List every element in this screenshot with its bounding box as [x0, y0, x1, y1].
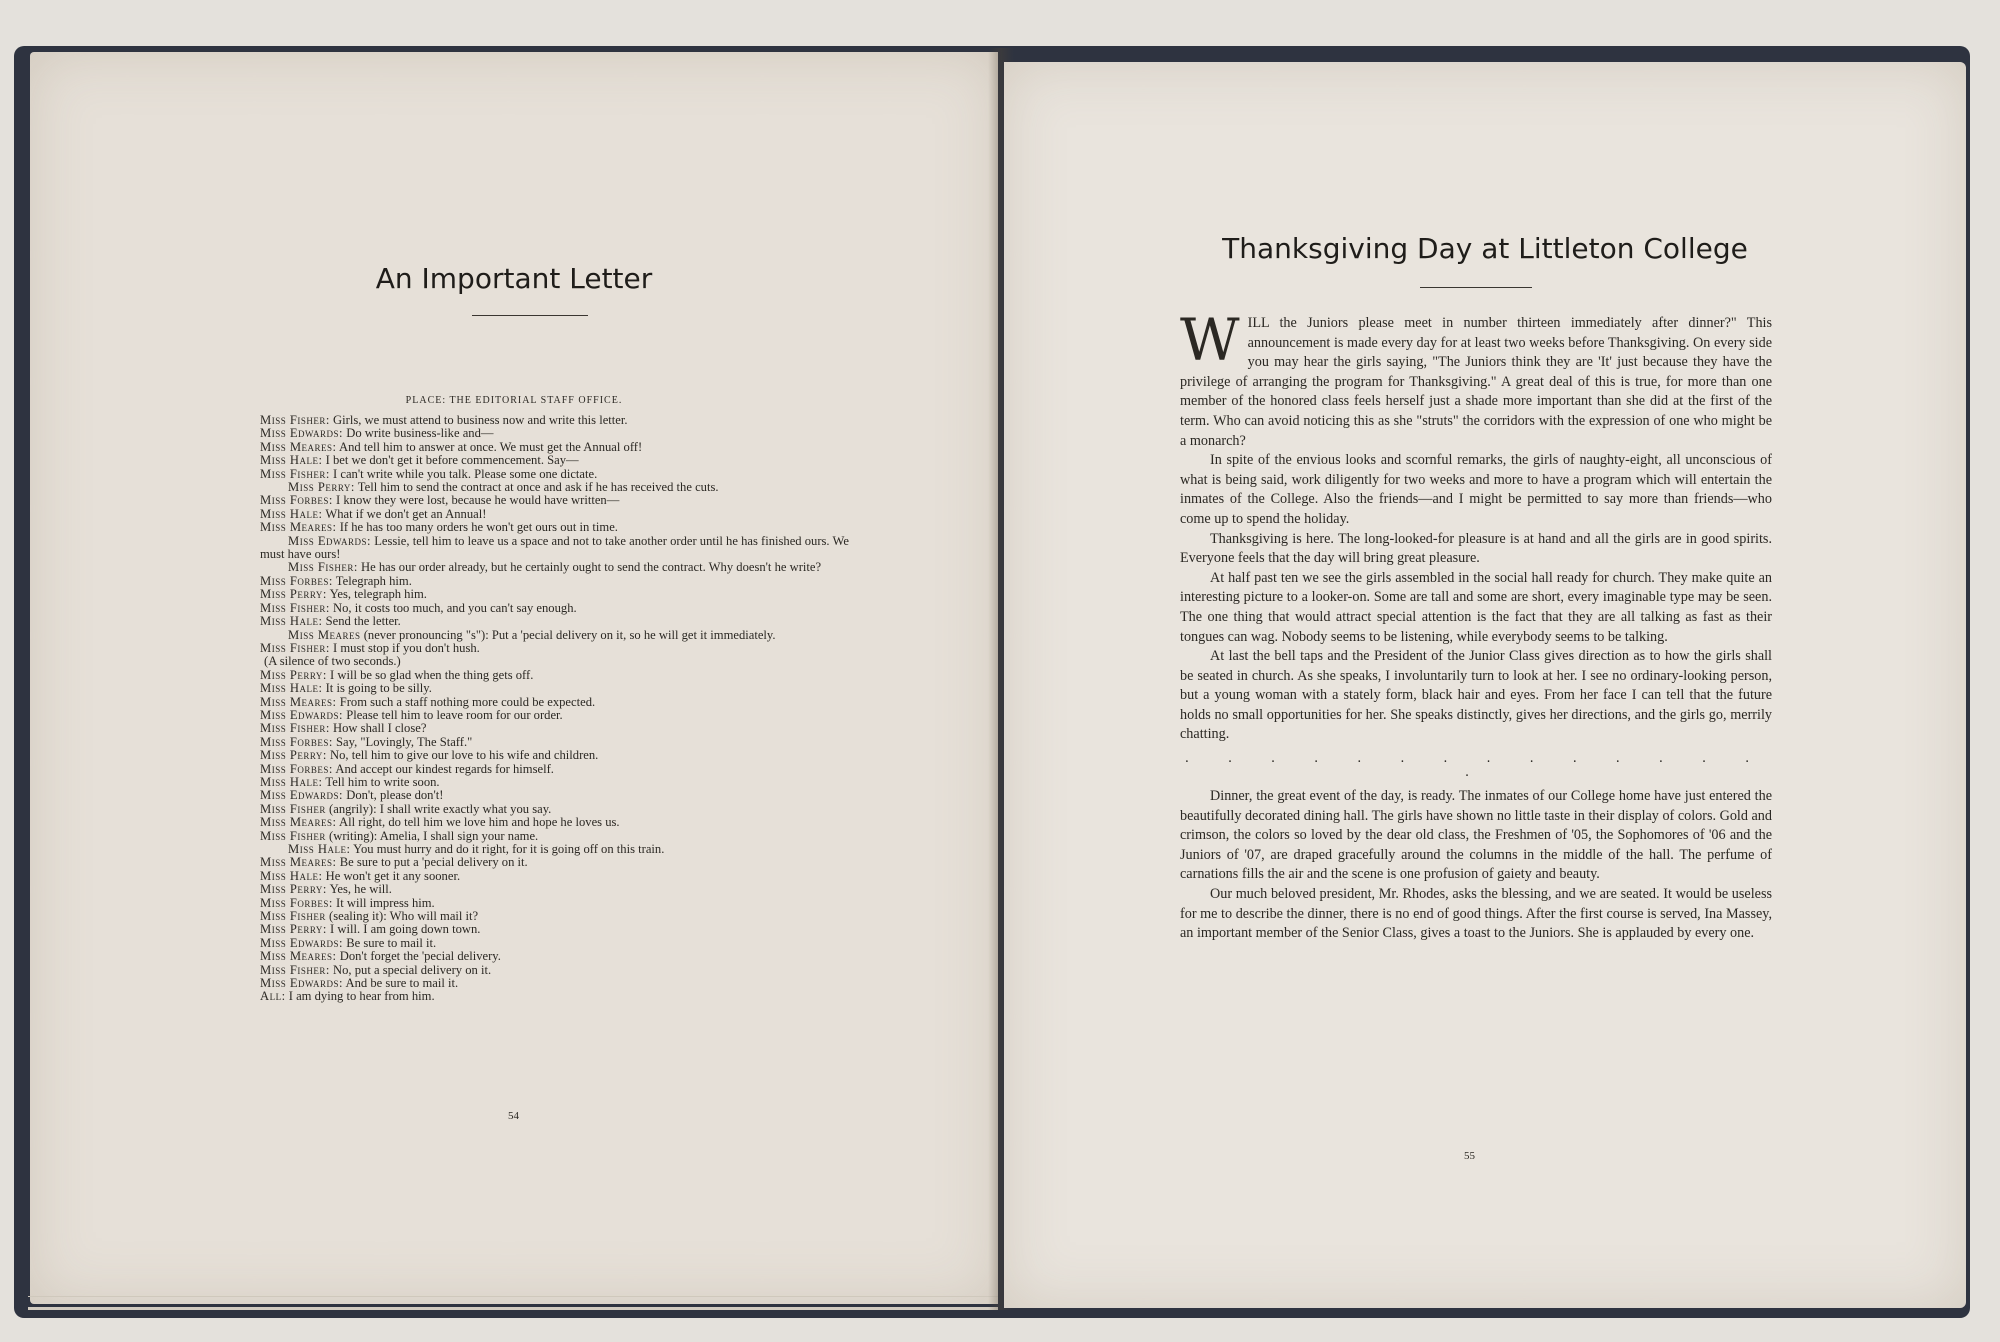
paragraph: Our much beloved president, Mr. Rhodes, asks the blessing, and we are seated. It would be useless for me to describe the dinner, there is no end of good things. After the first course is served, Ina Massey, an important member of the Senior Class, gives a toast to the Juniors. She is applauded by every one.	[1180, 886, 1772, 942]
dialogue-line	[260, 870, 862, 883]
speaker: Miss Hale:	[260, 774, 323, 789]
line-text: (A silence of two seconds.)	[264, 654, 401, 669]
speaker: Miss Edwards:	[260, 976, 344, 991]
dialogue-line	[260, 521, 862, 534]
paragraph: In spite of the envious looks and scornful remarks, the girls of naughty-eight, all unconscious of what is being said, work diligently for two weeks and more to have a program which will entertain the inmates of the College. Also the friends—and I might be permitted to say more than friends—who come up to spend the holiday.	[1180, 452, 1772, 527]
line-text: Tell him to send the contract at once and ask if he has received the cuts.	[357, 480, 719, 495]
speaker: Miss Perry:	[260, 922, 327, 937]
dialogue-line	[260, 923, 862, 936]
speaker: Miss Hale:	[260, 868, 323, 883]
line-text: If he has too many orders he won't get ours out in time.	[339, 520, 618, 535]
speaker: Miss Fisher	[260, 828, 326, 843]
speaker: Miss Meares:	[260, 949, 337, 964]
dialogue-line	[260, 910, 862, 923]
dialogue-line	[260, 508, 862, 521]
line-text: It is going to be silly.	[325, 681, 432, 696]
dialogue-line	[260, 535, 862, 562]
dialogue-line	[260, 602, 862, 615]
speaker: Miss Hale:	[260, 453, 323, 468]
dialogue-line	[260, 615, 862, 628]
dialogue-line	[260, 642, 862, 655]
speaker: Miss Perry:	[288, 480, 355, 495]
line-text: How shall I close?	[333, 721, 427, 736]
dialogue-line	[260, 749, 862, 762]
drop-cap: W	[1180, 306, 1240, 374]
dialogue-line	[260, 629, 862, 642]
line-text: Don't, please don't!	[346, 788, 444, 803]
line-text: Be sure to mail it.	[346, 935, 437, 950]
dialogue-line	[260, 414, 862, 427]
speaker: Miss Meares:	[260, 520, 337, 535]
dialogue	[260, 414, 862, 1004]
dialogue-line	[260, 816, 862, 829]
line-text: Tell him to write soon.	[325, 774, 440, 789]
page-title: Thanksgiving Day at Littleton College	[1222, 232, 1748, 265]
line-text: Do write business-like and—	[346, 426, 494, 441]
dialogue-line	[260, 481, 862, 494]
speaker: Miss Fisher:	[260, 413, 330, 427]
dialogue-line	[260, 441, 862, 454]
line-text: It will impress him.	[336, 895, 435, 910]
dialogue-line	[260, 575, 862, 588]
dialogue-line	[260, 669, 862, 682]
page-number: 55	[1464, 1150, 1475, 1162]
speaker: Miss Fisher:	[260, 466, 330, 481]
dialogue-line	[260, 655, 862, 668]
line-text: (sealing it): Who will mail it?	[329, 909, 479, 924]
line-text: Yes, he will.	[329, 882, 392, 897]
dialogue-line	[260, 776, 862, 789]
dialogue-line	[260, 897, 862, 910]
dialogue-line	[260, 937, 862, 950]
speaker: Miss Fisher:	[260, 721, 330, 736]
line-text: You must hurry and do it right, for it is going off on this train.	[353, 842, 665, 856]
line-text: Please tell him to leave room for our order.	[346, 707, 563, 722]
speaker: All:	[260, 989, 286, 1004]
article-body	[1180, 306, 1772, 944]
speaker: Miss Edwards:	[260, 935, 344, 950]
dialogue-line	[260, 856, 862, 869]
line-text: I bet we don't get it before commencement. Say—	[325, 453, 579, 468]
dialogue-line	[260, 696, 862, 709]
speaker: Miss Meares:	[260, 855, 337, 870]
line-text: No, put a special delivery on it.	[333, 962, 492, 977]
title-rule	[1420, 287, 1532, 288]
speaker: Miss Forbes:	[260, 895, 333, 910]
speaker: Miss Fisher:	[260, 640, 330, 655]
speaker: Miss Forbes:	[260, 734, 333, 749]
speaker: Miss Meares:	[260, 815, 337, 830]
line-text: I will be so glad when the thing gets off.	[330, 667, 534, 682]
speaker: Miss Fisher	[260, 801, 326, 816]
speaker: Miss Forbes:	[260, 573, 333, 588]
speaker: Miss Fisher:	[260, 962, 330, 977]
title-rule	[472, 315, 588, 316]
page-number: 54	[508, 1110, 519, 1122]
section-break: . . . . . . . . . . . . . . .	[1185, 750, 1767, 781]
line-text: Don't forget the 'pecial delivery.	[339, 949, 501, 964]
line-text: Lessie, tell him to leave us a space and not to take another order until he has finished ours. We must have ours!	[260, 533, 849, 562]
line-text: Girls, we must attend to business now and write this letter.	[333, 413, 628, 427]
paragraph: Thanksgiving is here. The long-looked-for pleasure is at hand and all the girls are in good spirits. Everyone feels that the day will bring great pleasure.	[1180, 530, 1772, 567]
line-text: I can't write while you talk. Please some one dictate.	[333, 466, 598, 481]
dialogue-line	[260, 789, 862, 802]
speaker: Miss Edwards:	[260, 707, 344, 722]
paragraph: At half past ten we see the girls assembled in the social hall ready for church. They make quite an interesting picture to a looker-on. Some are tall and some are short, every imaginable type may be seen. The one thing that would attract special attention is the fact that they are all talking as fast as their tongues can wag. Nobody seems to be listening, while everybody seems to be talking.	[1180, 569, 1772, 645]
line-text: Say, "Lovingly, The Staff."	[336, 734, 473, 749]
line-text: Telegraph him.	[335, 573, 412, 588]
speaker: Miss Edwards:	[260, 426, 344, 441]
paragraph: Dinner, the great event of the day, is ready. The inmates of our College home have just entered the beautifully decorated dining hall. The girls have shown no little taste in their display of colors. Gold and crimson, the colors so loved by the dear old class, the Freshmen of '05, the Sophomores of '06 and the Juniors of '07, are draped gracefully around the columns in the middle of the hall. The perfume of carnations fills the air and the scene is one profusion of gaiety and beauty.	[1180, 788, 1772, 883]
page-title: An Important Letter	[375, 262, 653, 295]
line-text: (never pronouncing "s"): Put a 'pecial delivery on it, so he will get it immediately.	[363, 627, 776, 642]
dialogue-line	[260, 454, 862, 467]
dialogue-line	[260, 950, 862, 963]
speaker: Miss Perry:	[260, 587, 327, 602]
speaker: Miss Hale:	[260, 681, 323, 696]
dialogue-line	[260, 468, 862, 481]
speaker: Miss Fisher:	[260, 600, 330, 615]
line-text: No, tell him to give our love to his wife and children.	[330, 748, 599, 763]
speaker: Miss Meares:	[260, 694, 337, 709]
speaker: Miss Forbes:	[260, 493, 333, 508]
line-text: From such a staff nothing more could be expected.	[339, 694, 596, 709]
dialogue-line	[260, 990, 862, 1003]
page-edges	[28, 1296, 998, 1310]
place-line: PLACE: THE EDITORIAL STAFF OFFICE.	[405, 395, 623, 406]
line-text: No, it costs too much, and you can't say enough.	[333, 600, 577, 615]
speaker: Miss Edwards:	[288, 533, 372, 548]
line-text: All right, do tell him we love him and hope he loves us.	[339, 815, 620, 830]
paragraph: WILL the Juniors please meet in number thirteen immediately after dinner?" This announcement is made every day for at least two weeks before Thanksgiving. On every side you may hear the girls saying, "The Juniors think they are 'It' just because they have the privilege of arranging the program for Thanksgiving." A great deal of this is true, for more than one member of the honored class feels herself just a shade more important than she did at the first of the term. Who can avoid noticing this as she "struts" the corridors with the expression of one who might be a monarch?	[1180, 306, 1772, 449]
line-text: I will. I am going down town.	[330, 922, 481, 937]
line-text: Be sure to put a 'pecial delivery on it.	[339, 855, 528, 870]
dialogue-line	[260, 722, 862, 735]
line-text: He has our order already, but he certainly ought to send the contract. Why doesn't he write?	[361, 560, 822, 575]
speaker: Miss Perry:	[260, 882, 327, 897]
line-text: (angrily): I shall write exactly what you say.	[329, 801, 552, 816]
line-text: He won't get it any sooner.	[325, 868, 461, 883]
dialogue-line	[260, 977, 862, 990]
line-text: (writing): Amelia, I shall sign your name.	[329, 828, 539, 843]
dialogue-line	[260, 830, 862, 843]
line-text: I am dying to hear from him.	[288, 989, 435, 1004]
speaker: Miss Meares:	[260, 439, 337, 454]
line-text: I must stop if you don't hush.	[333, 640, 480, 655]
dialogue-line	[260, 843, 862, 856]
line-text: What if we don't get an Annual!	[325, 506, 487, 521]
line-text: Yes, telegraph him.	[329, 587, 427, 602]
speaker: Miss Hale:	[260, 506, 323, 521]
line-text: And accept our kindest regards for himself.	[335, 761, 554, 776]
line-text: I know they were lost, because he would have written—	[336, 493, 620, 508]
speaker: Miss Hale:	[288, 842, 351, 856]
dialogue-line	[260, 736, 862, 749]
dialogue-line	[260, 763, 862, 776]
speaker: Miss Forbes:	[260, 761, 333, 776]
dialogue-line	[260, 883, 862, 896]
speaker: Miss Edwards:	[260, 788, 344, 803]
dialogue-line	[260, 588, 862, 601]
line-text: And tell him to answer at once. We must get the Annual off!	[339, 439, 643, 454]
speaker: Miss Perry:	[260, 748, 327, 763]
dialogue-line	[260, 561, 862, 574]
speaker: Miss Fisher:	[288, 560, 358, 575]
line-text: Send the letter.	[325, 614, 401, 629]
dialogue-line	[260, 709, 862, 722]
speaker: Miss Hale:	[260, 614, 323, 629]
dialogue-line	[260, 494, 862, 507]
line-text: And be sure to mail it.	[345, 976, 459, 991]
left-page	[30, 52, 998, 1304]
dialogue-line	[260, 427, 862, 440]
paragraph: At last the bell taps and the President of the Junior Class gives direction as to how the girls shall be seated in church. As she speaks, I involuntarily turn to look at her. I see no ordinary-looking person, but a young woman with a stately form, black hair and eyes. From her face I can tell that the future holds no small opportunities for her. She speaks distinctly, gives her directions, and the girls go, merrily chatting.	[1180, 648, 1772, 743]
right-page	[1004, 62, 1966, 1308]
speaker: Miss Fisher	[260, 909, 326, 924]
speaker: Miss Meares	[288, 627, 361, 642]
speaker: Miss Perry:	[260, 667, 327, 682]
dialogue-line	[260, 682, 862, 695]
dialogue-line	[260, 803, 862, 816]
dialogue-line	[260, 964, 862, 977]
